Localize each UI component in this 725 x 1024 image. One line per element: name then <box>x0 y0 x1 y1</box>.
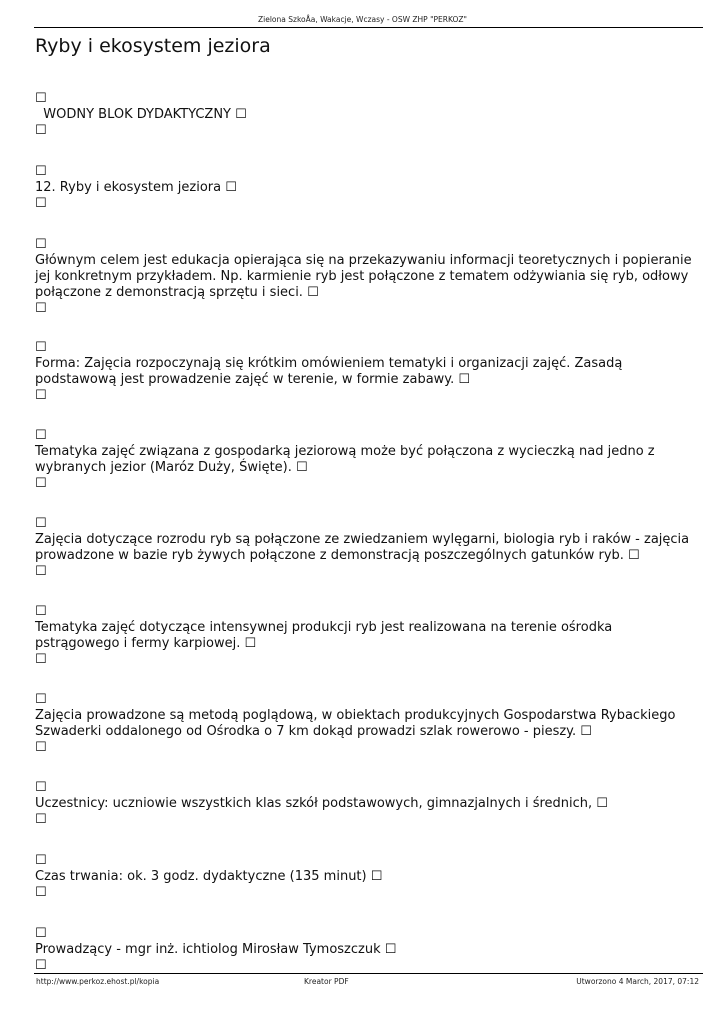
box-glyph: ☐ <box>35 164 47 179</box>
section-text: Zajęcia dotyczące rozrodu ryb są połączone ze zwiedzaniem wylęgarni, biologia ryb i raków - zajęcia prowadzone w bazie ryb żywych połączone z demonstracją poszczególnych gatunków ryb. ☐ <box>35 532 690 563</box>
box-glyph: ☐ <box>35 91 47 106</box>
box-glyph: ☐ <box>35 564 47 579</box>
section-text: Forma: Zajęcia rozpoczynają się krótkim omówieniem tematyki i organizacji zajęć. Zasadą podstawową jest prowadzenie zajęć w terenie, w formie zabawy. ☐ <box>35 356 623 387</box>
box-glyph: ☐ <box>35 388 47 403</box>
box-glyph: ☐ <box>35 476 47 491</box>
section-text: Prowadzący - mgr inż. ichtiolog Mirosław Tymoszczuk ☐ <box>35 942 397 957</box>
box-glyph: ☐ <box>35 428 47 443</box>
section-block <box>35 604 695 668</box>
section-block <box>35 237 695 317</box>
box-glyph: ☐ <box>35 516 47 531</box>
header-divider <box>34 27 703 28</box>
site-title: Zielona SzkoÅa, Wakacje, Wczasy - OSW ZHP "PERKOZ" <box>258 15 467 24</box>
section-text: WODNY BLOK DYDAKTYCZNY ☐ <box>35 107 247 122</box>
footer-generator: Kreator PDF <box>304 977 349 986</box>
section-block <box>35 692 695 756</box>
footer-divider <box>34 973 703 974</box>
section-block <box>35 340 695 404</box>
box-glyph: ☐ <box>35 853 47 868</box>
box-glyph: ☐ <box>35 926 47 941</box>
section-text: Tematyka zajęć dotyczące intensywnej produkcji ryb jest realizowana na terenie ośrodka pstrągowego i fermy karpiowej. ☐ <box>35 620 613 651</box>
section-block <box>35 164 695 212</box>
section-text: Głównym celem jest edukacja opierająca się na przekazywaniu informacji teoretycznych i popieranie jej konkretnym przykładem. Np. karmienie ryb jest połączone z tematem odżywiania się ryb, odłowy połączone z demonstracją sprzętu i sieci. ☐ <box>35 253 692 300</box>
section-block <box>35 780 695 828</box>
section-text: Uczestnicy: uczniowie wszystkich klas szkół podstawowych, gimnazjalnych i średnich, ☐ <box>35 796 608 811</box>
box-glyph: ☐ <box>35 692 47 707</box>
section-block <box>35 516 695 580</box>
footer-url: http://www.perkoz.ehost.pl/kopia <box>36 977 160 986</box>
box-glyph: ☐ <box>35 885 47 900</box>
page-footer <box>34 975 703 987</box>
section-block <box>35 926 695 974</box>
box-glyph: ☐ <box>35 301 47 316</box>
box-glyph: ☐ <box>35 123 47 138</box>
section-text: 12. Ryby i ekosystem jeziora ☐ <box>35 180 237 195</box>
section-text: Zajęcia prowadzone są metodą poglądową, w obiektach produkcyjnych Gospodarstwa Rybackiego Szwaderki oddalonego od Ośrodka o 7 km dokąd prowadzi szlak rowerowo - pieszy. ☐ <box>35 708 676 739</box>
section-block <box>35 91 695 139</box>
box-glyph: ☐ <box>35 604 47 619</box>
box-glyph: ☐ <box>35 196 47 211</box>
box-glyph: ☐ <box>35 740 47 755</box>
box-glyph: ☐ <box>35 780 47 795</box>
section-block <box>35 428 695 492</box>
box-glyph: ☐ <box>35 340 47 355</box>
footer-created-date: Utworzono 4 March, 2017, 07:12 <box>576 977 699 986</box>
page-title: Ryby i ekosystem jeziora <box>35 35 271 57</box>
box-glyph: ☐ <box>35 652 47 667</box>
box-glyph: ☐ <box>35 237 47 252</box>
section-text: Tematyka zajęć związana z gospodarką jeziorową może być połączona z wycieczką nad jedno z wybranych jezior (Maróz Duży, Święte). ☐ <box>35 444 655 475</box>
section-text: Czas trwania: ok. 3 godz. dydaktyczne (135 minut) ☐ <box>35 869 383 884</box>
page-header <box>0 15 725 24</box>
section-block <box>35 853 695 901</box>
box-glyph: ☐ <box>35 812 47 827</box>
box-glyph: ☐ <box>35 958 47 973</box>
